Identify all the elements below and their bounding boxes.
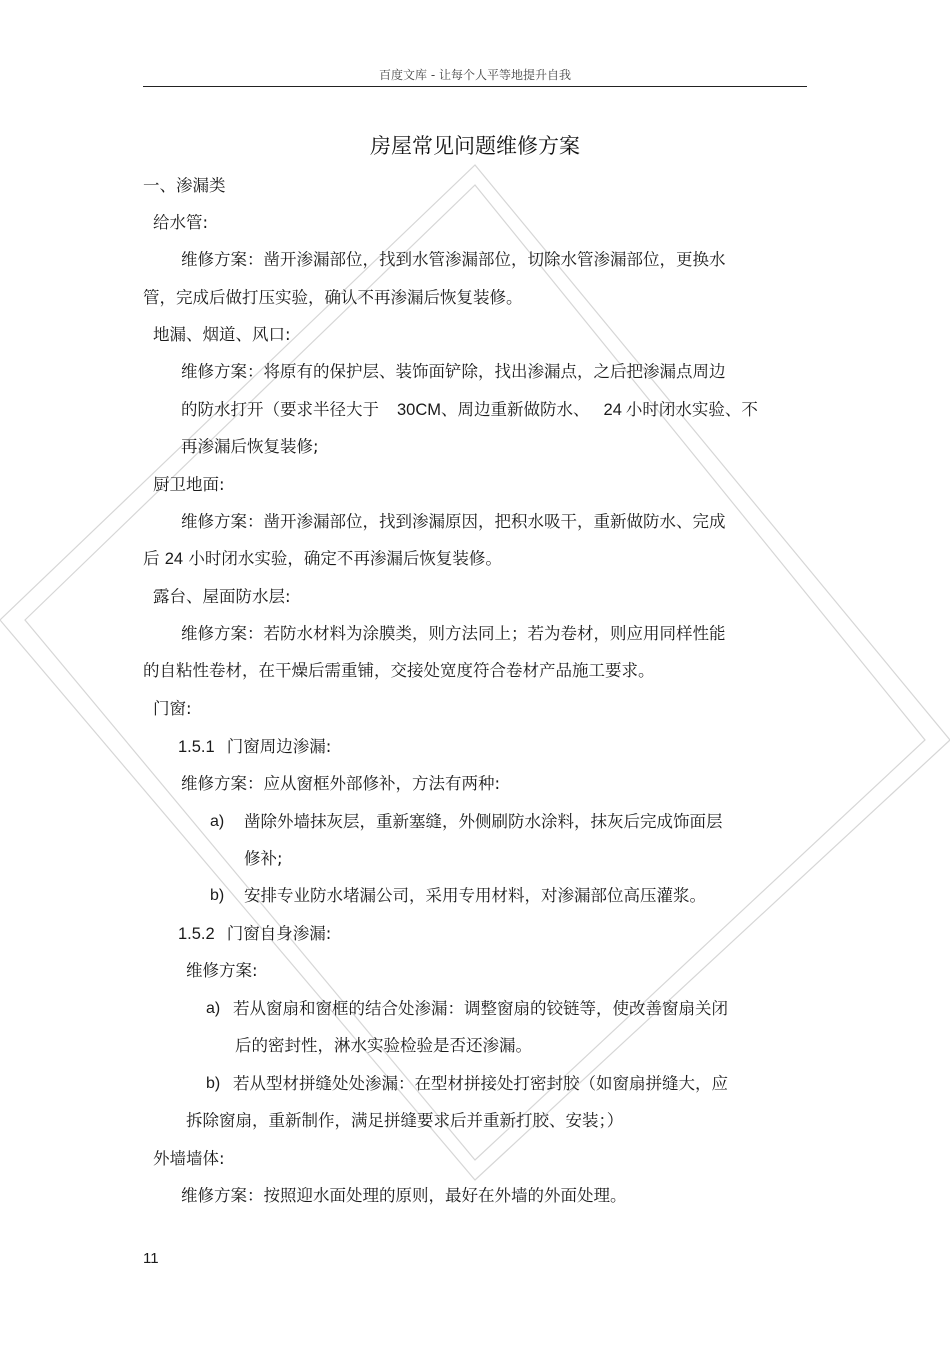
line-segment: 后 — [143, 549, 165, 568]
s152-plan: 维修方案: — [186, 961, 258, 980]
list-marker-a: a) — [206, 1000, 221, 1017]
subheading-kitchen-bath: 厨卫地面: — [153, 475, 225, 494]
s152-option-a-line2: 后的密封性，淋水实验检验是否还渗漏。 — [235, 1036, 532, 1055]
line-segment: 小时闭水实验、不 — [625, 400, 758, 419]
header-divider — [143, 86, 807, 87]
s151-plan: 维修方案：应从窗框外部修补，方法有两种: — [181, 774, 501, 793]
floor-drain-plan-line1: 维修方案：将原有的保护层、装饰面铲除，找出渗漏点，之后把渗漏点周边 — [181, 362, 726, 381]
document-title: 房屋常见问题维修方案 — [370, 134, 580, 158]
s152-option-a-line1: 若从窗扇和窗框的结合处渗漏：调整窗扇的铰链等，使改善窗扇关闭 — [233, 999, 728, 1018]
terrace-plan-line1: 维修方案：若防水材料为涂膜类，则方法同上；若为卷材，则应用同样性能 — [181, 624, 726, 643]
section-heading-leakage: 一、渗漏类 — [143, 176, 226, 195]
hours-value: 24 — [603, 401, 622, 419]
s151-option-a-line2: 修补; — [244, 849, 283, 868]
kitchen-plan-line2 — [143, 549, 502, 569]
floor-drain-plan-line3: 再渗漏后恢复装修; — [181, 437, 319, 456]
list-marker-a: a) — [210, 813, 225, 830]
water-pipe-plan-line1: 维修方案：凿开渗漏部位，找到水管渗漏部位，切除水管渗漏部位，更换水 — [181, 250, 726, 269]
radius-value: 30CM — [397, 401, 442, 419]
s151-option-b-line1: 安排专业防水堵漏公司，采用专用材料，对渗漏部位高压灌浆。 — [244, 886, 706, 905]
subsection-1-5-1 — [178, 737, 331, 757]
hours-value: 24 — [164, 550, 184, 568]
subheading-water-pipe: 给水管: — [153, 213, 209, 232]
section-title: 门窗自身渗漏: — [226, 924, 332, 943]
s152-option-b-line2: 拆除窗扇，重新制作，满足拼缝要求后并重新打胶、安装；） — [186, 1111, 624, 1130]
water-pipe-plan-line2: 管，完成后做打压实验，确认不再渗漏后恢复装修。 — [143, 288, 523, 307]
terrace-plan-line2: 的自粘性卷材，在干燥后需重铺，交接处宽度符合卷材产品施工要求。 — [143, 661, 655, 680]
subheading-terrace-roof: 露台、屋面防水层: — [153, 587, 291, 606]
page-header: 百度文库 - 让每个人平等地提升自我 — [379, 68, 571, 82]
subheading-exterior-wall: 外墙墙体: — [153, 1149, 225, 1168]
line-segment: 的防水打开（要求半径大于 — [181, 400, 379, 419]
line-segment: 、周边重新做防水、 — [441, 400, 590, 419]
kitchen-plan-line1: 维修方案：凿开渗漏部位，找到渗漏原因，把积水吸干，重新做防水、完成 — [181, 512, 726, 531]
section-title: 门窗周边渗漏: — [226, 737, 332, 756]
subsection-1-5-2 — [178, 924, 331, 944]
exterior-plan-line1: 维修方案：按照迎水面处理的原则，最好在外墙的外面处理。 — [181, 1186, 627, 1205]
s152-option-b-line1: 若从型材拼缝处处渗漏：在型材拼接处打密封胶（如窗扇拼缝大，应 — [233, 1074, 728, 1093]
line-segment: 小时闭水实验，确定不再渗漏后恢复装修。 — [183, 549, 502, 568]
floor-drain-plan-line2 — [181, 400, 758, 420]
section-number: 1.5.2 — [178, 925, 215, 943]
subheading-floor-drain: 地漏、烟道、风口: — [153, 325, 291, 344]
list-marker-b: b) — [206, 1075, 221, 1092]
section-number: 1.5.1 — [178, 738, 215, 756]
s151-option-a-line1: 凿除外墙抹灰层，重新塞缝，外侧刷防水涂料，抹灰后完成饰面层 — [244, 812, 723, 831]
subheading-doors-windows: 门窗: — [153, 699, 192, 718]
page-number: 11 — [143, 1250, 159, 1267]
list-marker-b: b) — [210, 887, 225, 904]
